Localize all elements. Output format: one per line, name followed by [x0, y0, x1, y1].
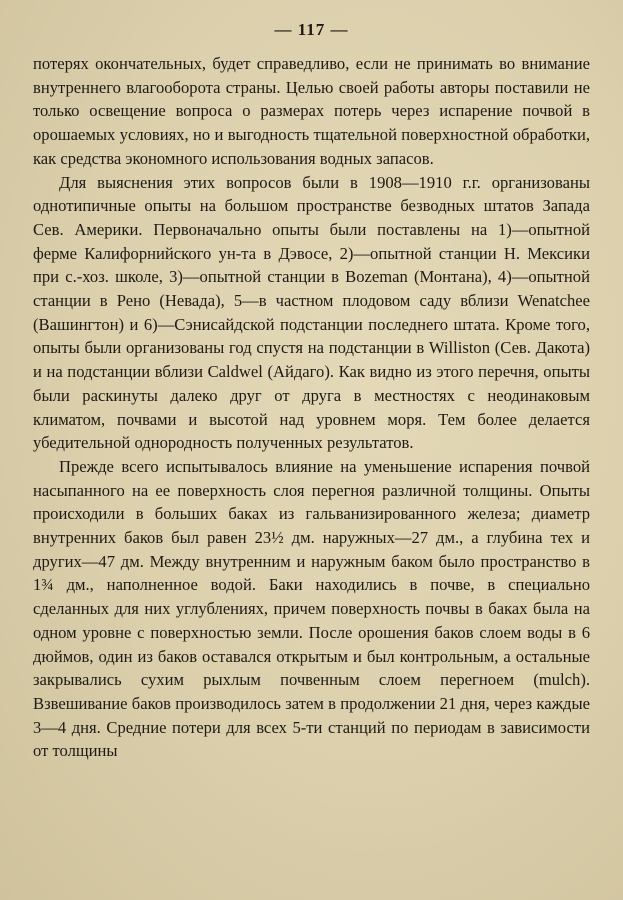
paragraph-experiments: Для выяснения этих вопросов были в 1908—1910 г.г. организованы однотипичные опыты на большом пространстве безводных штатов Запада Сев. Америки. Первоначально опыты были поставлены на 1)—опытной ферме Калифорнийского ун-та в Дэвосе, 2)—опытной станции Н. Мексики при с.-хоз. школе, 3)—опытной станции в Bozeman (Монтана), 4)—опытной станции в Рено (Невада), 5—в частном плодовом саду вблизи Wenatchee (Вашингтон) и 6)—Сэнисайдской подстанции последнего штата. Кроме того, опыты были организованы год спустя на подстанции в Williston (Сев. Дакота) и на подстанции вблизи Caldwel (Айдаго). Как видно из этого перечня, опыты были раскинуты далеко друг от друга в местностях с неодинаковым климатом, почвами и высотой над уровнем моря. Тем более делается убедительной однородность полученных результатов. — [33, 172, 590, 453]
book-page — [33, 18, 590, 763]
paragraph-continuation: потерях окончательных, будет справедливо, если не принимать во внимание внутреннего влагооборота страны. Целью своей работы авторы поставили не только освещение вопроса о размерах потерь через испарение почвой в орошаемых условиях, но и выгодность тщательной поверхностной обработки, как средства экономного использования водных запасов. — [33, 54, 590, 168]
paragraph-evaporation: Прежде всего испытывалось влияние на уменьшение испарения почвой насыпанного на ее поверхность слоя перегноя различной толщины. Опыты происходили в больших баках из гальванизированного железа; диаметр внутренних баков был равен 23½ дм. наружных—27 дм., а глубина тех и других—47 дм. Между внутренним и наружным баком было пространство в 1¾ дм., наполненное водой. Баки находились в почве, в специально сделанных для них углублениях, причем поверхность почвы в баках была на одном уровне с поверхностью земли. После орошения баков слоем воды в 6 дюймов, один из баков оставался открытым и был контрольным, а остальные закрывались сухим рыхлым почвенным слоем перегноем (mulch). Взвешивание баков производилось затем в продолжении 21 дня, через каждые 3—4 дня. Средние потери для всех 5-ти станций по периодам в зависимости от толщины — [33, 456, 590, 761]
page-number: — 117 — — [274, 20, 349, 39]
